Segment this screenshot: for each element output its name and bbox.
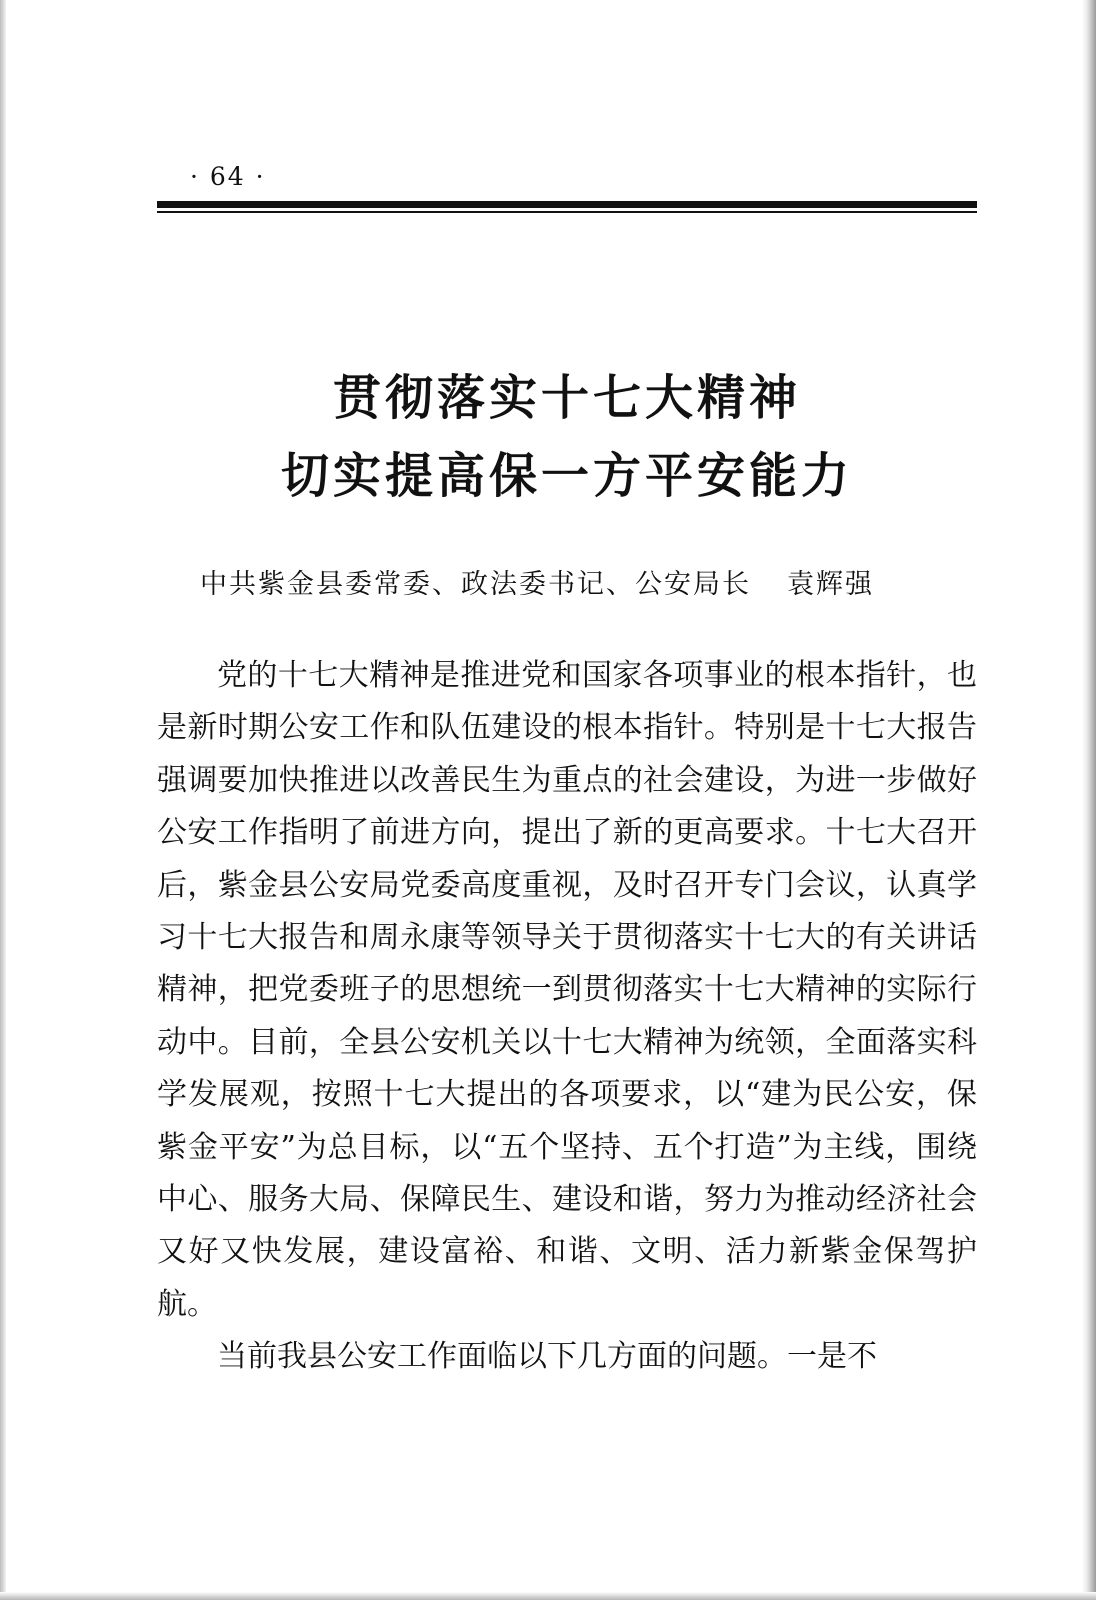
byline-name: 袁辉强 [787,569,874,600]
header-rule-thin [157,211,977,213]
article-title-line-1: 贯彻落实十七大精神 [332,370,801,426]
article-body [157,650,977,1384]
byline [200,562,874,601]
body-paragraph-1: 党的十七大精神是推进党和国家各项事业的根本指针，也是新时期公安工作和队伍建设的根本指针。特别是十七大报告强调要加快推进以改善民生为重点的社会建设，为进一步做好公安工作指明了前进方向，提出了新的更高要求。十七大召开后，紫金县公安局党委高度重视，及时召开专门会议，认真学习十七大报告和周永康等领导关于贯彻落实十七大的有关讲话精神，把党委班子的思想统一到贯彻落实十七大精神的实际行动中。目前，全县公安机关以十七大精神为统领，全面落实科学发展观，按照十七大提出的各项要求，以“建为民公安，保紫金平安”为总目标，以“五个坚持、五个打造”为主线，围绕中心、服务大局、保障民生、建设和谐，努力为推动经济社会又好又快发展，建设富裕、和谐、文明、活力新紫金保驾护航。 [157,658,977,1322]
scan-edge-bottom [0,1592,1096,1600]
article-title-line-2: 切实提高保一方平安能力 [280,448,853,504]
header-rule-thick [157,201,977,208]
byline-role: 中共紫金县委常委、政法委书记、公安局长 [200,569,751,600]
scan-edge-right [1082,0,1096,1600]
scan-edge-left [0,0,6,1600]
page-number: · 64 · [190,162,266,191]
body-paragraph-2: 当前我县公安工作面临以下几方面的问题。一是不 [217,1339,877,1375]
